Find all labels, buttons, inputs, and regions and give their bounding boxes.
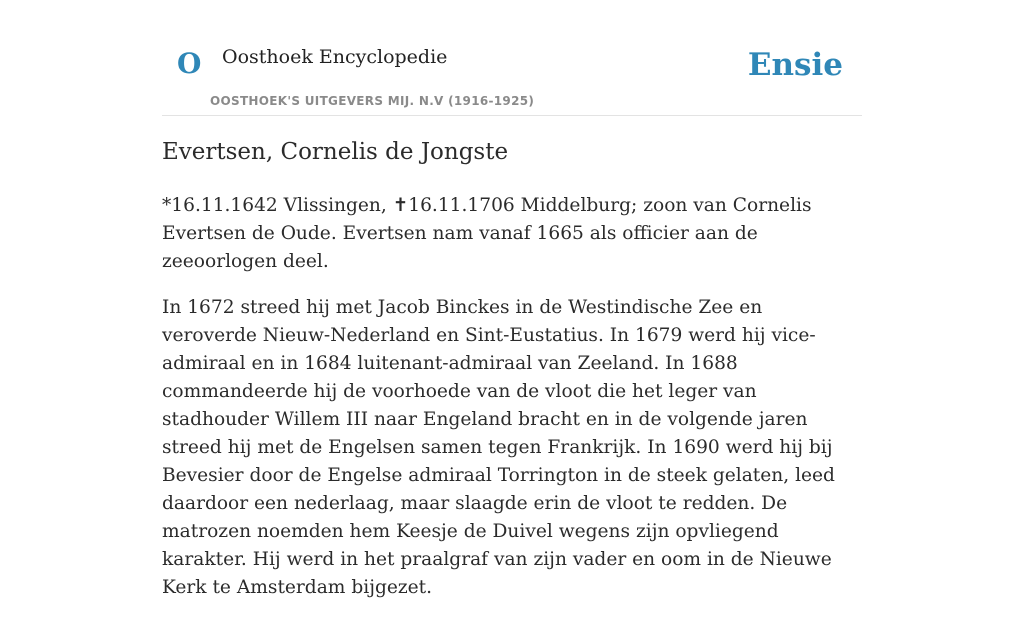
article-paragraph: In 1672 streed hij met Jacob Binckes in de Westindische Zee en veroverde Nieuw-Nederland en Sint-Eustatius. In 1679 werd hij vice-admiraal en in 1684 luitenant-admiraal van Zeeland. In 1688 commandeerde hij de voorhoede van de vloot die het leger van stadhouder Willem III naar Engeland bracht en in de volgende jaren streed hij met de Engelsen samen tegen Frankrijk. In 1690 werd hij bij Bevesier door de Engelse admiraal Torrington in de steek gelaten, leed daardoor een nederlaag, maar slaagde erin de vloot te redden. De matrozen noemden hem Keesje de Duivel wegens zijn opvliegend karakter. Hij werd in het praalgraf van zijn vader en oom in de Nieuwe Kerk te Amsterdam bijgezet. [162, 297, 835, 598]
page [162, 0, 862, 598]
article-paragraph: *16.11.1642 Vlissingen, ✝16.11.1706 Middelburg; zoon van Cornelis Evertsen de Oude. Evertsen nam vanaf 1665 als officier aan de zeeoorlogen deel. [162, 195, 812, 272]
article-body [162, 192, 862, 620]
ensie-brand-link[interactable]: Ensie [747, 47, 843, 83]
site-title[interactable]: Oosthoek Encyclopedie [222, 46, 448, 68]
logo-icon[interactable]: O [177, 47, 202, 80]
site-header [162, 0, 862, 116]
publisher-label: OOSTHOEK'S UITGEVERS MIJ. N.V (1916-1925) [210, 94, 535, 108]
article-title: Evertsen, Cornelis de Jongste [162, 139, 509, 165]
